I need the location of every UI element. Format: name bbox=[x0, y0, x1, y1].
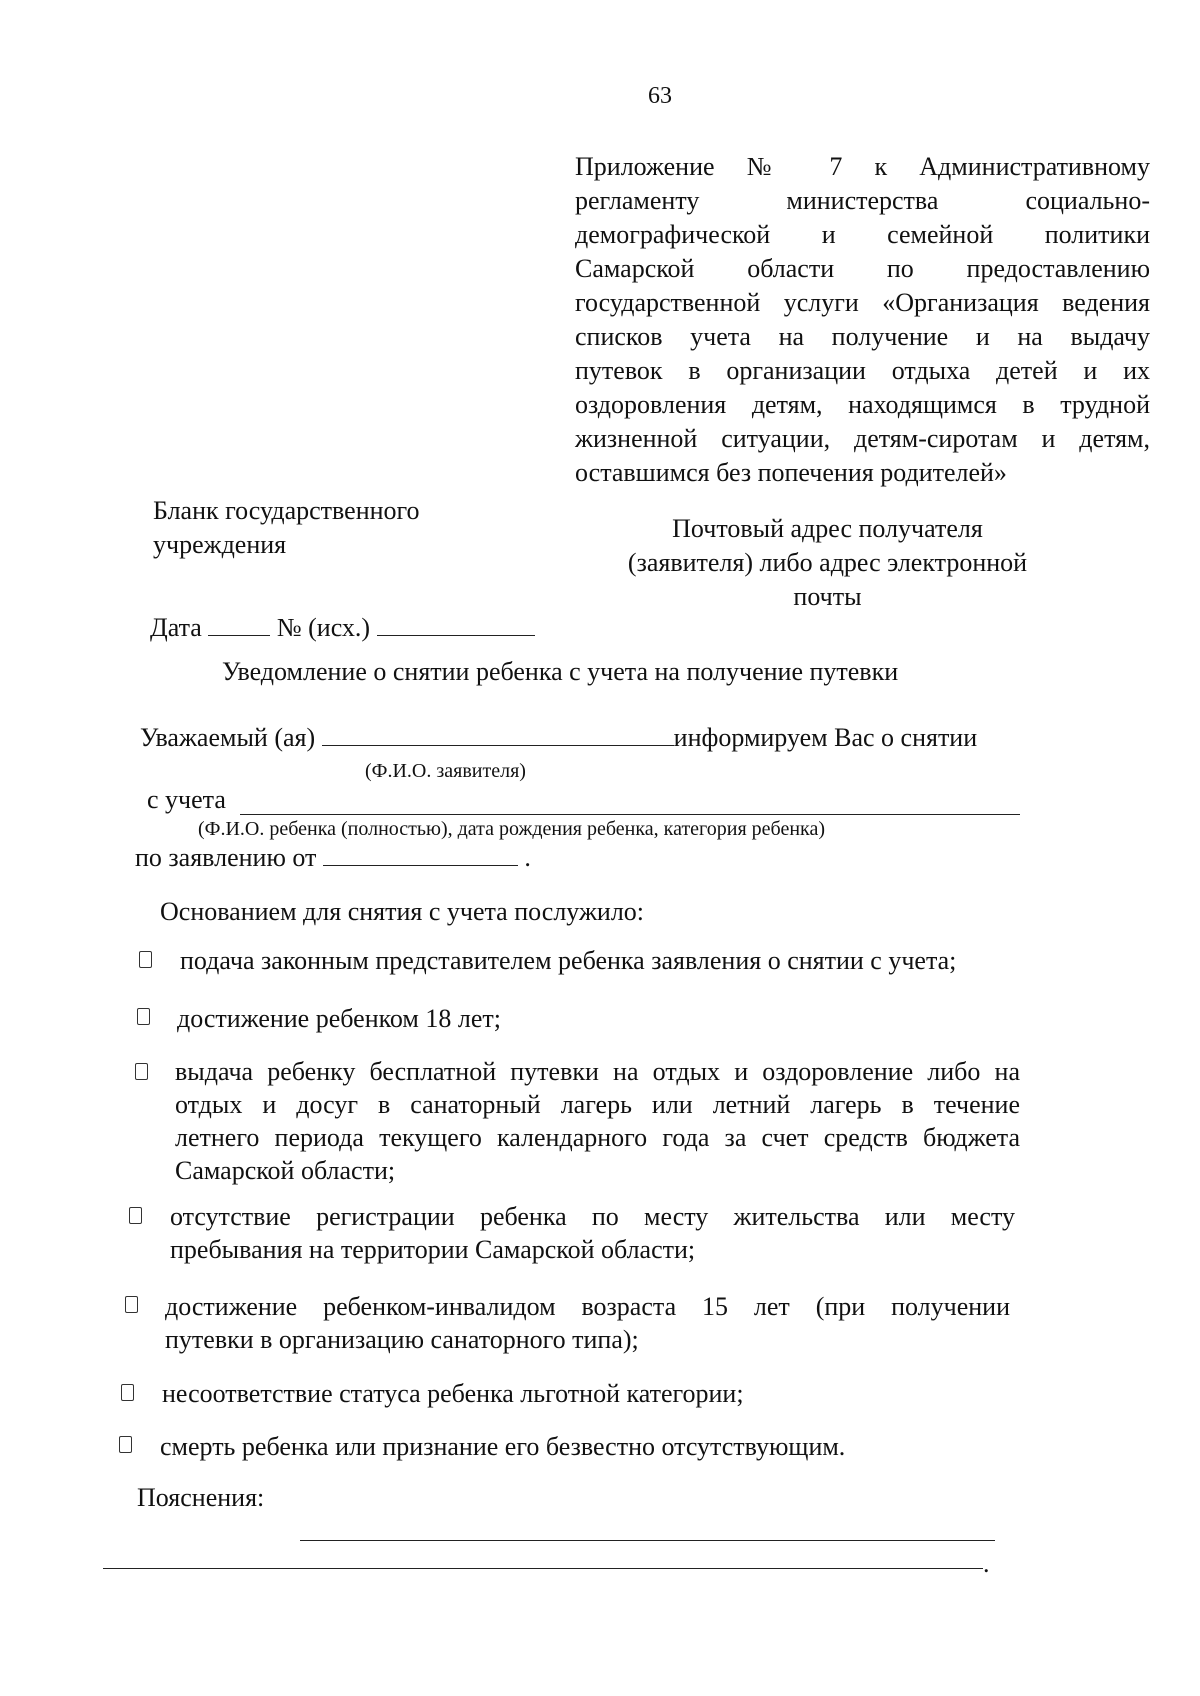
ground-item-line: отдых и досуг в санаторный лагерь или летний лагерь в течение bbox=[175, 1090, 1020, 1119]
child-hint: (Ф.И.О. ребенка (полностью), дата рождения ребенка, категория ребенка) bbox=[198, 818, 825, 840]
annex-line: оздоровления детям, находящимся в трудной bbox=[575, 390, 1150, 419]
page-number: 63 bbox=[648, 83, 672, 109]
applicant-hint: (Ф.И.О. заявителя) bbox=[365, 760, 526, 782]
ground-item-line: отсутствие регистрации ребенка по месту жительства или месту bbox=[170, 1202, 1015, 1231]
annex-line: демографической и семейной политики bbox=[575, 220, 1150, 249]
annex-line: списков учета на получение и на выдачу bbox=[575, 322, 1150, 351]
number-label: № (исх.) bbox=[276, 613, 371, 642]
by-application-label: по заявлению от bbox=[135, 843, 317, 872]
ground-item-line: смерть ребенка или признание его безвестно отсутствующим. bbox=[160, 1432, 846, 1461]
child-info-field[interactable] bbox=[240, 814, 1020, 815]
dear-label: Уважаемый (ая) bbox=[140, 723, 316, 752]
applicant-name-field[interactable] bbox=[322, 725, 674, 746]
ground-item-line: несоответствие статуса ребенка льготной категории; bbox=[162, 1379, 744, 1408]
ground-item bbox=[160, 1430, 1005, 1463]
dear-row bbox=[140, 722, 977, 753]
blank-line: учреждения bbox=[153, 530, 287, 559]
annex-line: путевок в организации отдыха детей и их bbox=[575, 356, 1150, 385]
document-title: Уведомление о снятии ребенка с учета на получение путевки bbox=[222, 657, 899, 686]
ground-item bbox=[170, 1200, 1015, 1266]
address-line: (заявителя) либо адрес электронной bbox=[627, 548, 1028, 577]
annex-line: государственной услуги «Организация ведения bbox=[575, 288, 1150, 317]
ground-item-line: выдача ребенку бесплатной путевки на отдых и оздоровление либо на bbox=[175, 1057, 1020, 1086]
checkbox-icon[interactable] bbox=[119, 1436, 132, 1453]
checkbox-icon[interactable] bbox=[121, 1384, 134, 1401]
ground-item-line: путевки в организацию санаторного типа); bbox=[165, 1325, 639, 1354]
ground-item-line: Самарской области; bbox=[175, 1156, 396, 1185]
ground-item-line: подача законным представителем ребенка заявления о снятии с учета; bbox=[180, 946, 957, 975]
date-field[interactable] bbox=[208, 615, 270, 636]
annex-line: Приложение № 7 к Административному bbox=[575, 152, 1150, 181]
annex-line: регламенту министерства социально- bbox=[575, 186, 1150, 215]
date-label: Дата bbox=[150, 613, 202, 642]
ground-item-line: достижение ребенком 18 лет; bbox=[177, 1004, 501, 1033]
period: . bbox=[524, 843, 531, 872]
end-period: . bbox=[983, 1549, 990, 1578]
notes-label: Пояснения: bbox=[137, 1483, 265, 1512]
address-line: Почтовый адрес получателя bbox=[672, 514, 983, 543]
recipient-address bbox=[600, 512, 1055, 614]
annex-line: Самарской области по предоставлению bbox=[575, 254, 1150, 283]
ground-item bbox=[162, 1377, 1007, 1410]
checkbox-icon[interactable] bbox=[139, 951, 152, 968]
institution-blank bbox=[153, 494, 420, 562]
notes-field[interactable] bbox=[300, 1540, 995, 1541]
ground-item-line: пребывания на территории Самарской области; bbox=[170, 1235, 696, 1264]
blank-line: Бланк государственного bbox=[153, 496, 420, 525]
checkbox-icon[interactable] bbox=[129, 1207, 142, 1224]
ground-item bbox=[180, 944, 1022, 977]
date-row bbox=[150, 612, 535, 643]
checkbox-icon[interactable] bbox=[135, 1063, 148, 1080]
address-line: почты bbox=[793, 582, 862, 611]
annex-block bbox=[575, 150, 1150, 490]
by-application-row bbox=[135, 842, 531, 873]
ground-item bbox=[165, 1290, 1010, 1356]
ground-item-line: летнего периода текущего календарного года за счет средств бюджета bbox=[175, 1123, 1020, 1152]
inform-text: информируем Вас о снятии bbox=[673, 723, 978, 752]
outgoing-number-field[interactable] bbox=[377, 615, 535, 636]
application-date-field[interactable] bbox=[323, 845, 518, 866]
grounds-heading: Основанием для снятия с учета послужило: bbox=[160, 897, 645, 926]
annex-line: жизненной ситуации, детям-сиротам и детям, bbox=[575, 424, 1150, 453]
ground-item bbox=[177, 1002, 1019, 1035]
ground-item-line: достижение ребенком-инвалидом возраста 15 лет (при получении bbox=[165, 1292, 1010, 1321]
annex-line: оставшимся без попечения родителей» bbox=[575, 458, 1007, 487]
notes-field-continued[interactable] bbox=[103, 1568, 983, 1569]
checkbox-icon[interactable] bbox=[125, 1296, 138, 1313]
from-register-label: с учета bbox=[147, 785, 226, 814]
checkbox-icon[interactable] bbox=[137, 1008, 150, 1025]
ground-item bbox=[175, 1055, 1020, 1187]
